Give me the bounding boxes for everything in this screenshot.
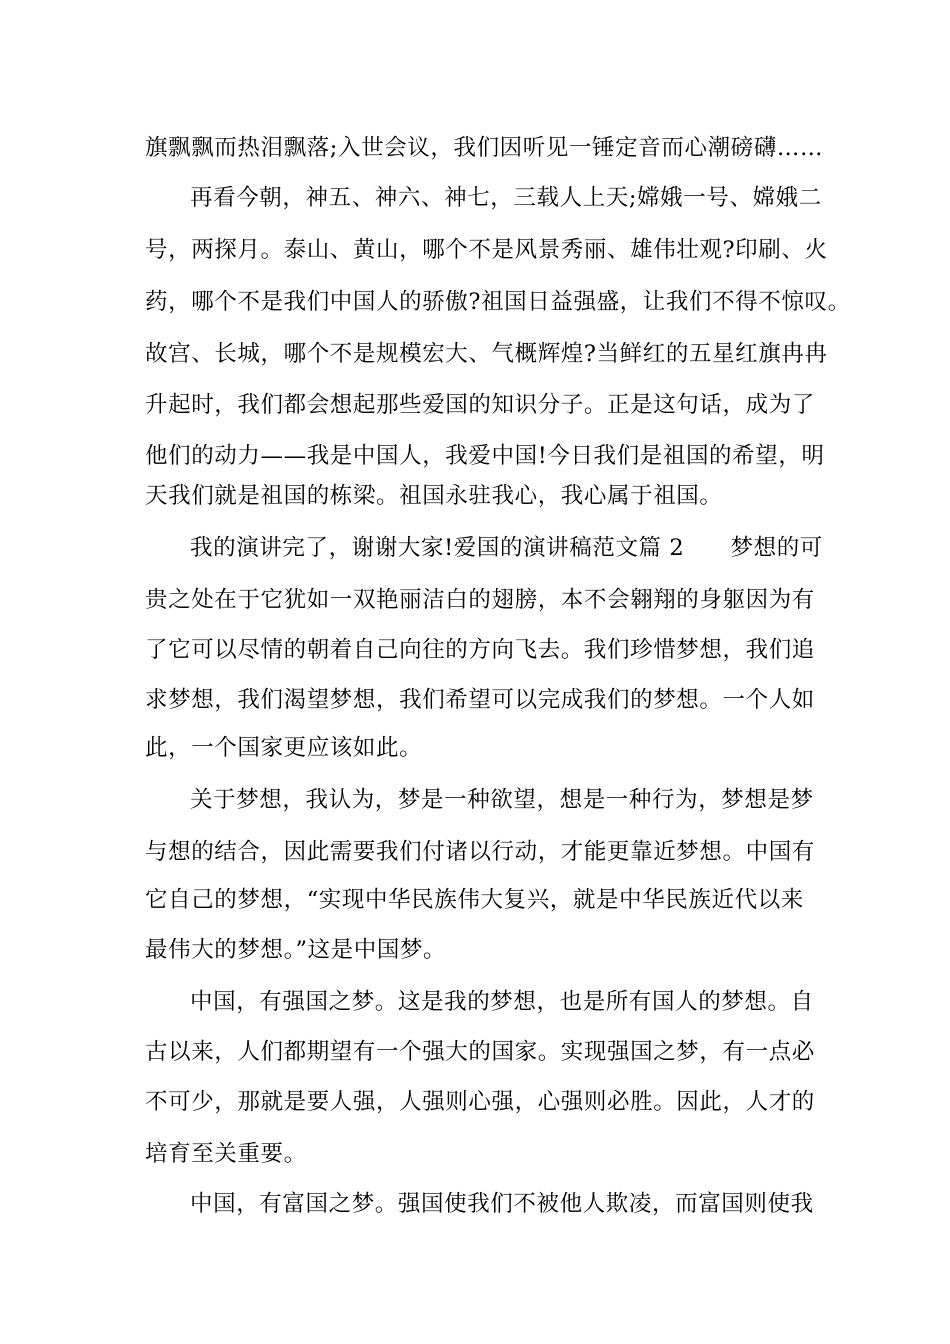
- text-line: 不可少，那就是要人强，人强则心强，心强则必胜。因此，人才的: [145, 1089, 815, 1115]
- text-line: 此，一个国家更应该如此。: [145, 735, 423, 761]
- text-line: 古以来，人们都期望有一个强大的国家。实现强国之梦，有一点必: [145, 1039, 815, 1065]
- text-line: 最伟大的梦想。”这是中国梦。: [145, 937, 447, 963]
- text-line: 培育至关重要。: [145, 1141, 307, 1167]
- text-line: 中国，有富国之梦。强国使我们不被他人欺凌，而富国则使我: [190, 1191, 814, 1217]
- text-line: 它自己的梦想，“实现中华民族伟大复兴，就是中华民族近代以来: [145, 887, 804, 913]
- text-line: 升起时，我们都会想起那些爱国的知识分子。正是这句话，成为了: [145, 392, 815, 418]
- text-line: 药，哪个不是我们中国人的骄傲?祖国日益强盛，让我们不得不惊叹。: [145, 289, 851, 315]
- text-line: 求梦想，我们渴望梦想，我们希望可以完成我们的梦想。一个人如: [145, 687, 815, 713]
- text-line: 我的演讲完了，谢谢大家!爱国的演讲稿范文篇 2 梦想的可: [190, 535, 823, 561]
- text-line: 他们的动力——我是中国人，我爱中国!今日我们是祖国的希望，明: [145, 443, 825, 469]
- text-line: 与想的结合，因此需要我们付诸以行动，才能更靠近梦想。中国有: [145, 839, 815, 865]
- text-line: 关于梦想，我认为，梦是一种欲望，想是一种行为，梦想是梦: [190, 787, 814, 813]
- text-line: 中国，有强国之梦。这是我的梦想，也是所有国人的梦想。自: [190, 989, 814, 1015]
- text-line: 再看今朝，神五、神六、神七，三载人上天;嫦娥一号、嫦娥二: [190, 185, 822, 211]
- text-line: 旗飘飘而热泪飘落;入世会议，我们因听见一锤定音而心潮磅礴……: [145, 135, 824, 161]
- text-line: 了它可以尽情的朝着自己向往的方向飞去。我们珍惜梦想，我们追: [145, 637, 815, 663]
- text-line: 天我们就是祖国的栋梁。祖国永驻我心，我心属于祖国。: [145, 483, 723, 509]
- text-line: 贵之处在于它犹如一双艳丽洁白的翅膀，本不会翱翔的身躯因为有: [145, 587, 815, 613]
- text-line: 故宫、长城，哪个不是规模宏大、气概辉煌?当鲜红的五星红旗冉冉: [145, 341, 828, 367]
- text-line: 号，两探月。泰山、黄山，哪个不是风景秀丽、雄伟壮观?印刷、火: [145, 237, 828, 263]
